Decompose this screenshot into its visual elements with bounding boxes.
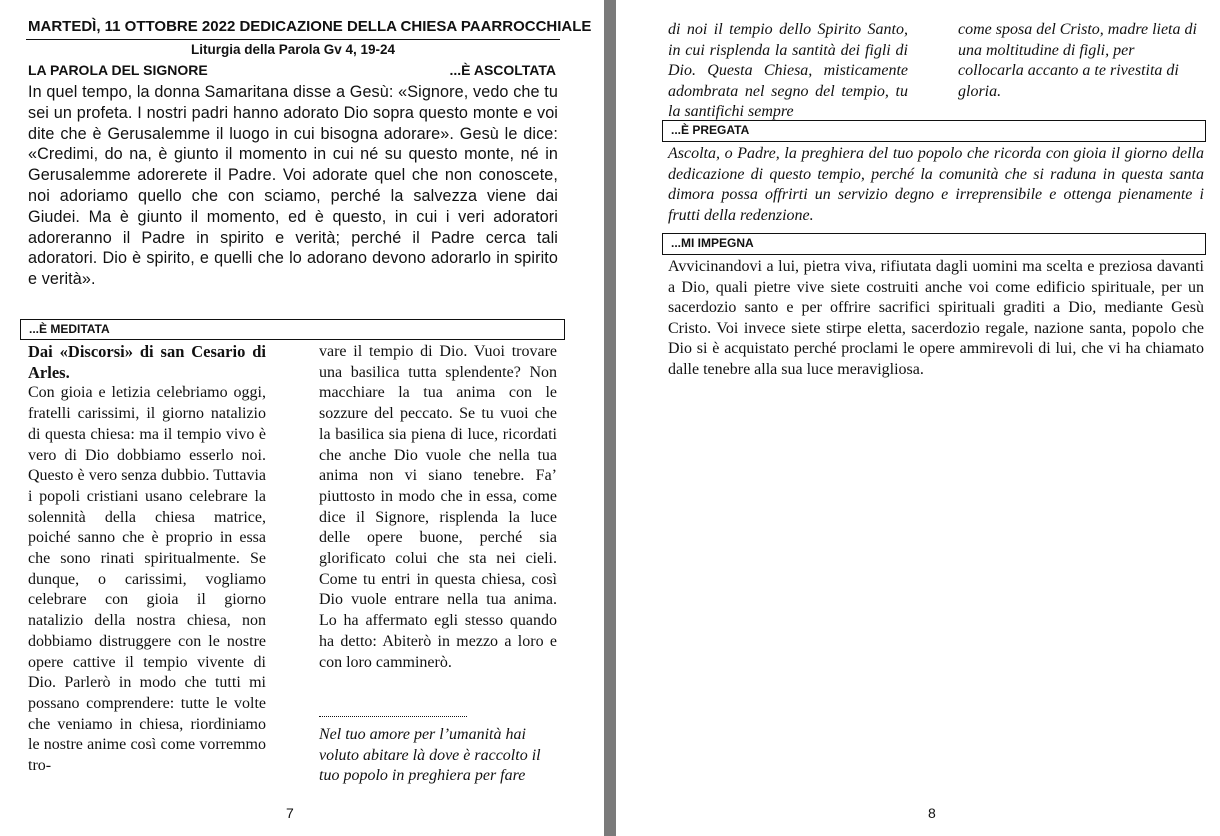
header-divider [26, 39, 560, 40]
section-heading-row [28, 62, 556, 78]
impegna-text: Avvicinandovi a lui, pietra viva, rifiutata dagli uomini ma scelta e preziosa davanti a Dio, quali pietre vive siete costruiti anche voi come edificio spirituale, per un sacerdozio santo e per offrire sacrifici spirituali graditi a Dio, mediante Gesù Cristo. Voi invece siete stirpe eletta, sacerdozio regale, nazione santa, popolo che Dio si è acquistato perché proclami le opere ammirevoli di lui, che vi ha chiamato dalle tenebre alla sua luce meravigliosa. [668, 258, 1204, 378]
meditata-text-left: Con gioia e letizia celebriamo oggi, fratelli carissimi, il giorno natalizio di questa chiesa: ma il tempio vivo è vero di Dio dobbiamo esserlo noi. Questo è vero senza dubbio. Tuttavia i popoli cristiani usano celebrare la solennità della chiesa matrice, poiché sanno che è proprio in essa che sono rinati spiritualmente. Se dunque, o carissimi, vogliamo celebrare con gioia il giorno natalizio della nostra chiesa, non dobbiamo distruggere con le nostre opere cattive il tempio vivente di Dio. Parlerò in modo che tutti mi possano comprendere: tutte le volte che veniamo in chiesa, riordiniamo le nostre anime così come vorremmo tro- [28, 384, 266, 775]
meditata-label: ...È MEDITATA [29, 322, 110, 336]
parola-heading: LA PAROLA DEL SIGNORE [28, 62, 208, 78]
dotted-separator [319, 716, 467, 717]
meditata-column-left [28, 342, 266, 777]
impegna-section-box [662, 233, 1206, 255]
meditata-text-right: vare il tempio di Dio. Vuoi trovare una basilica tutta splendente? Non macchiare la tua anima con le sozzure del peccato. Se tu vuoi che la basilica sia piena di luce, ricordati che anche Dio vuole che nella tua anima non vi siano tenebre. Fa’ piuttosto in modo che in essa, come dice il Signore, risplenda la luce delle opere buone, perché sia glorificato colui che sta nei cieli. Come tu entri in questa chiesa, così Dio vuole entrare nella tua anima. Lo ha affermato egli stesso quando ha detto: Abiterò in mezzo a loro e con loro camminerò. [319, 343, 557, 671]
meditata-column-right [319, 342, 557, 673]
page-header-title: MARTEDÌ, 11 OTTOBRE 2022 DEDICAZIONE DELLA CHIESA PAARROCCHIALE [28, 18, 592, 35]
ascoltata-heading: ...È ASCOLTATA [449, 62, 556, 78]
prayer-column-left: di noi il tempio dello Spirito Santo, in cui risplenda la santità dei figli di Dio. Questa Chiesa, misticamente adombrata nel segno del tempio, tu la santifichi sempre [668, 21, 908, 120]
prayer-text-start: Nel tuo amore per l’umanità hai voluto abitare là dove è raccolto il tuo popolo in preghiera per fare [319, 726, 541, 785]
page-gutter [604, 0, 616, 836]
page-7 [0, 0, 604, 836]
pregata-label: ...È PREGATA [671, 123, 750, 137]
impegna-label: ...MI IMPEGNA [671, 236, 754, 250]
page-8 [616, 0, 1220, 836]
pregata-section-box [662, 120, 1206, 142]
meditata-section-box [20, 319, 565, 340]
page-number: 8 [928, 805, 936, 821]
liturgy-reference: Liturgia della Parola Gv 4, 19-24 [190, 42, 396, 57]
prayer-column-right: come sposa del Cristo, madre lieta di una moltitudine di figli, per collocarla accanto a te rivestita di gloria. [958, 21, 1197, 100]
meditata-title: Dai «Discorsi» di san Cesario di Arles. [28, 342, 266, 382]
gospel-text: In quel tempo, la donna Samaritana disse a Gesù: «Signore, vedo che tu sei un profeta. I nostri padri hanno adorato Dio sopra questo monte e voi dite che è Gerusalemme il luogo in cui bisogna adorare». Gesù le dice: «Credimi, do na, è giunto il momento in cui né su questo monte, né in Gerusalemme adorerete il Padre. Voi adorate quel che non conoscete, noi adoriamo quello che con sciamo, perché la salvezza viene dai Giudei. Ma è giunto il momento, ed è questo, in cui i veri adoratori adoreranno il Padre in spirito e verità; perché il Padre cerca tali adoratori. Dio è spirito, e quelli che lo adorano devono adorarlo in spirito e verità». [28, 83, 558, 289]
pregata-text: Ascolta, o Padre, la preghiera del tuo popolo che ricorda con gioia il giorno della dedicazione di questo tempio, perché la comunità che si raduna in questa santa dimora possa offrirti un servizio degno e irreprensibile e ottenga pienamente i frutti della redenzione. [668, 145, 1204, 224]
page-number: 7 [286, 805, 294, 821]
